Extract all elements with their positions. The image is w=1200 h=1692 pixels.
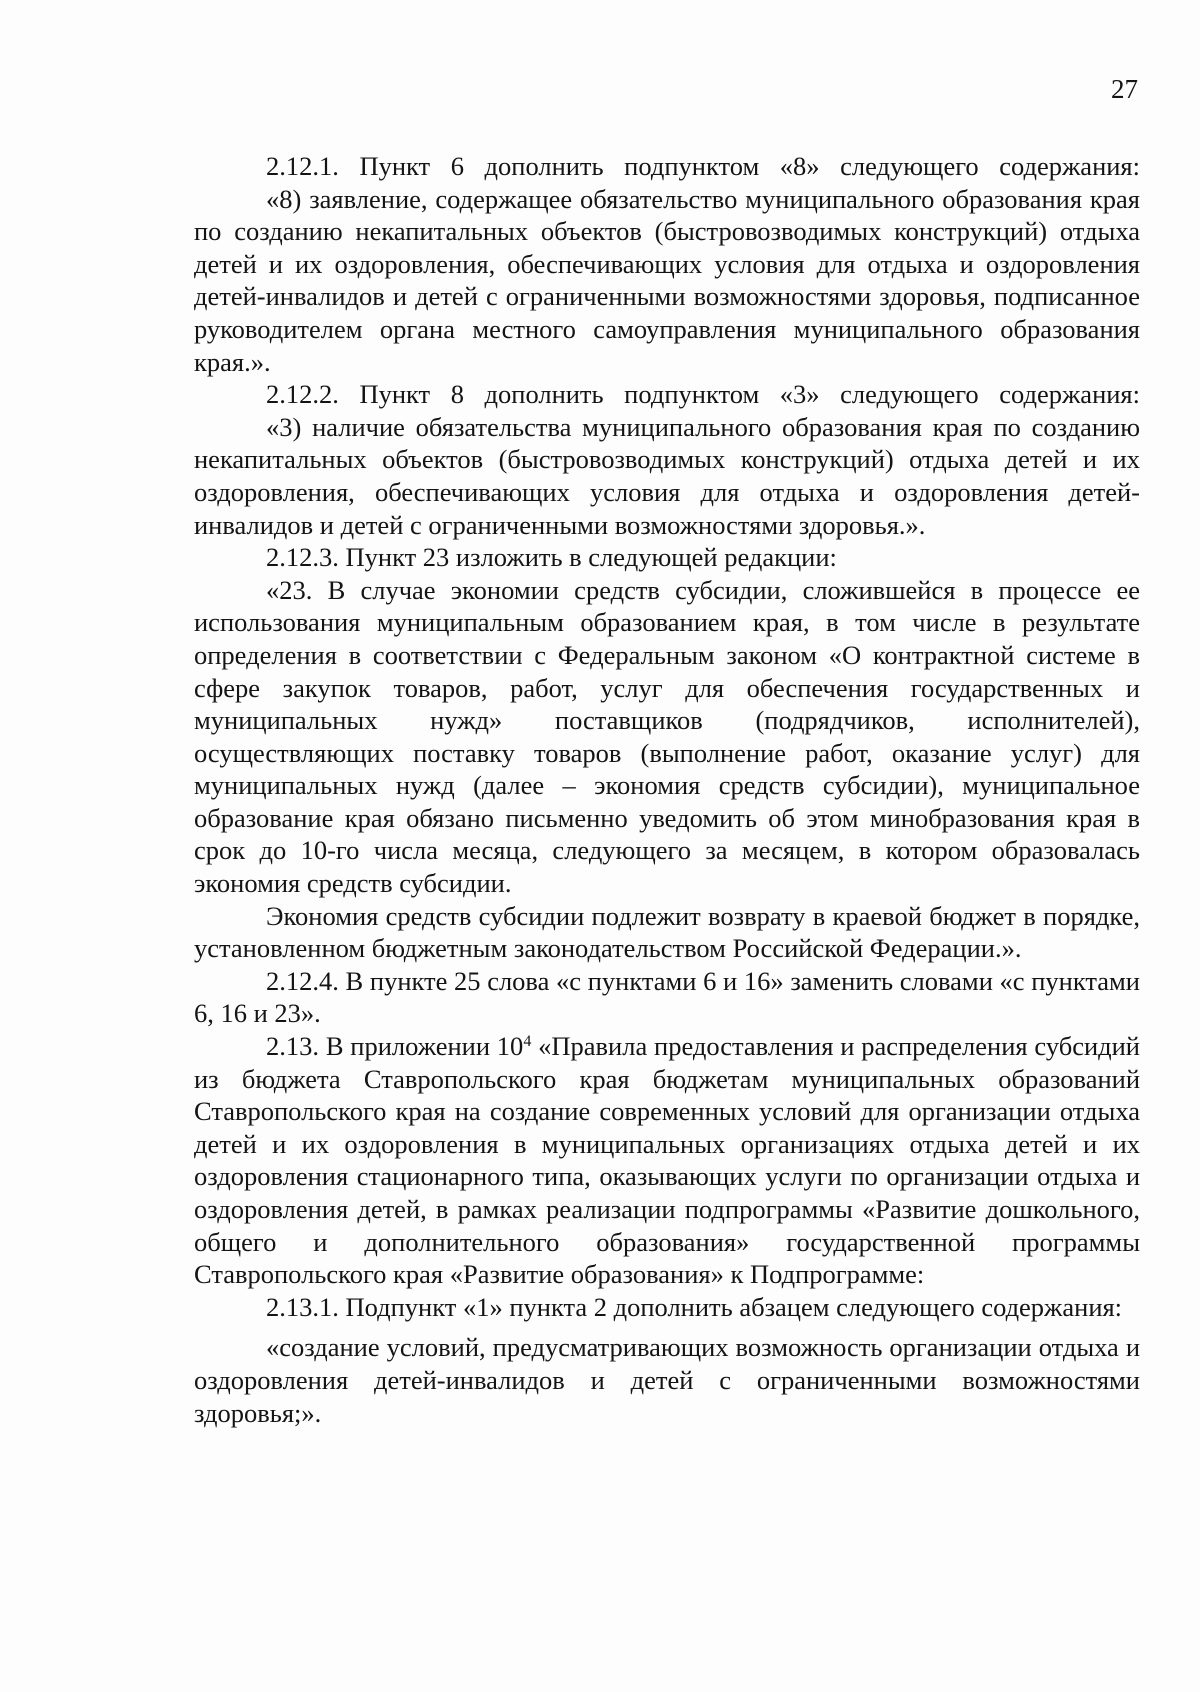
paragraph-2-13-rest: «Правила предоставления и распределения субсидий из бюджета Ставропольского края бюджетам муниципальных образований Ставропольского края на создание современных условий для организации отдыха детей и их оздоровления в муниципальных организациях отдыха детей и их оздоровления стационарного типа, оказывающих услуги по организации отдыха и оздоровления детей, в рамках реализации подпрограммы «Развитие дошкольного, общего и дополнительного образования» государственной программы Ставропольского края «Развитие образования» к Подпрограмме:	[194, 1031, 1140, 1290]
paragraph-2-13-1: 2.13.1. Подпункт «1» пункта 2 дополнить абзацем следующего содержания:	[266, 1291, 1123, 1322]
paragraph-2-12-2: 2.12.2. Пункт 8 дополнить подпунктом «3» следующего содержания:	[266, 379, 1140, 410]
paragraph-2-13	[194, 1030, 1140, 1291]
paragraph-new-subitem-text: «создание условий, предусматривающих возможность организации отдыха и оздоровления детей-инвалидов и детей с ограниченными возможностями здоровья;».	[194, 1332, 1140, 1428]
paragraph-subitem-8-text: «8) заявление, содержащее обязательство муниципального образования края по созданию некапитальных объектов (быстровозводимых конструкций) отдыха детей и их оздоровления, обеспечивающих условия для отдыха и оздоровления детей-инвалидов и детей с ограниченными возможностями здоровья, подписанное руководителем органа местного самоуправления муниципального образования края.».	[194, 183, 1140, 377]
paragraph-2-12-3: 2.12.3. Пункт 23 изложить в следующей редакции:	[266, 542, 837, 573]
paragraph-subsidy-return: Экономия средств субсидии подлежит возврату в краевой бюджет в порядке, установленном бюджетным законодательством Российской Федерации.».	[194, 900, 1140, 964]
document-body	[194, 150, 1140, 1429]
paragraph-2-12-1: 2.12.1. Пункт 6 дополнить подпунктом «8» следующего содержания:	[266, 151, 1140, 181]
paragraph-subitem-3-text: «3) наличие обязательства муниципального образования края по созданию некапитальных объектов (быстровозводимых конструкций) отдыха детей и их оздоровления, обеспечивающих условия для отдыха и оздоровления детей-инвалидов и детей с ограниченными возможностями здоровья.».	[194, 411, 1140, 540]
paragraph-2-12-4: 2.12.4. В пункте 25 слова «с пунктами 6 и 16» заменить словами «с пунктами 6, 16 и 23».	[194, 965, 1140, 1029]
paragraph-item-23-text: «23. В случае экономии средств субсидии, сложившейся в процессе ее использования муниципальным образованием края, в том числе в результате определения в соответствии с Федеральным законом «О контрактной системе в сфере закупок товаров, работ, услуг для обеспечения государственных и муниципальных нужд» поставщиков (подрядчиков, исполнителей), осуществляющих поставку товаров (выполнение работ, оказание услуг) для муниципальных нужд (далее – экономия средств субсидии), муниципальное образование края обязано письменно уведомить об этом минобразования края в срок до 10-го числа месяца, следующего за месяцем, в котором образовалась экономия средств субсидии.	[194, 574, 1140, 899]
page-number: 27	[1111, 74, 1138, 104]
paragraph-2-13-lead: 2.13. В приложении 10	[266, 1031, 524, 1062]
appendix-superscript: 4	[523, 1033, 532, 1051]
